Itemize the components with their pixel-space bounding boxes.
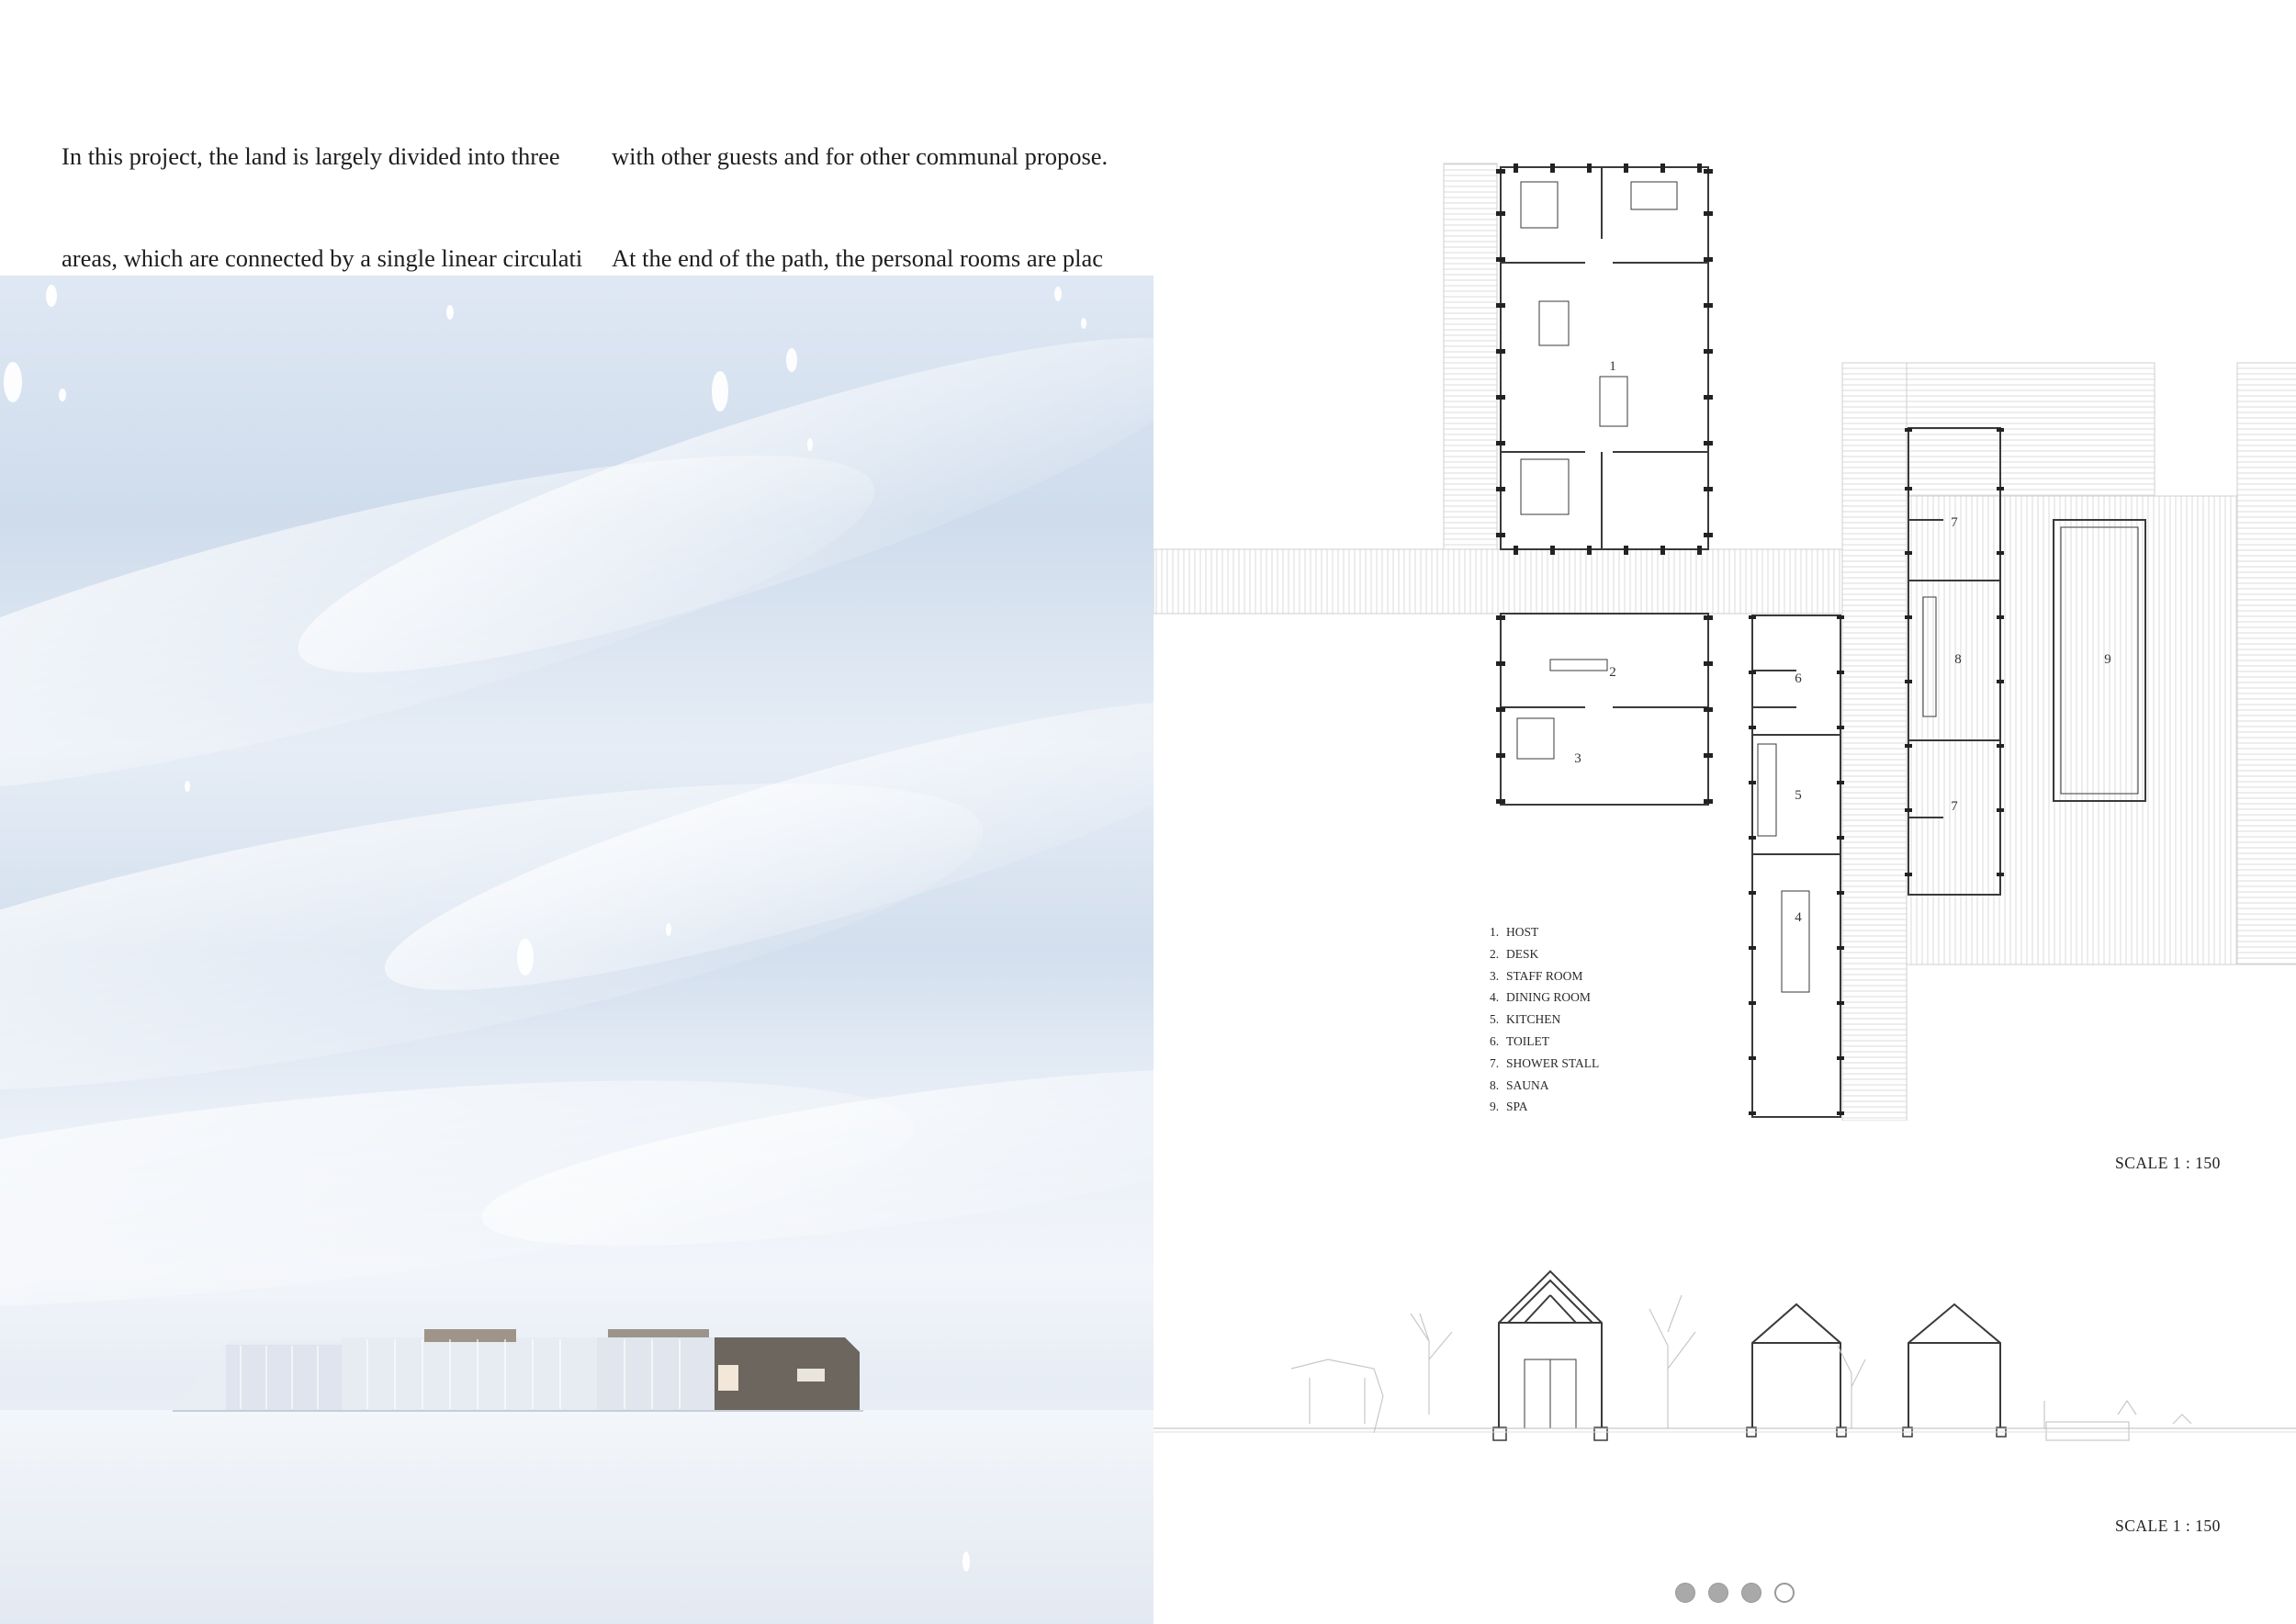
section-entourage xyxy=(1291,1295,2191,1440)
page-dot-2[interactable] xyxy=(1708,1583,1728,1603)
intro-line: At the end of the path, the personal rooms are plac xyxy=(612,244,1103,272)
room-number: 6 xyxy=(1795,671,1802,686)
legend-item: 4. DINING ROOM xyxy=(1490,990,1591,1005)
room-number: 7 xyxy=(1951,799,1958,814)
intro-line: In this project, the land is largely divided into three xyxy=(62,142,560,170)
page-dot-4[interactable] xyxy=(1774,1583,1795,1603)
legend-item: 3. STAFF ROOM xyxy=(1490,968,1583,983)
legend-item: 5. KITCHEN xyxy=(1490,1012,1561,1027)
room-number: 1 xyxy=(1609,359,1616,374)
room-number: 8 xyxy=(1954,652,1962,667)
page-dot-3[interactable] xyxy=(1741,1583,1761,1603)
dining-block xyxy=(1752,615,1840,1117)
legend-item: 8. SAUNA xyxy=(1490,1077,1549,1092)
section-scale-label: SCALE 1 : 150 xyxy=(2115,1517,2221,1535)
room-number: 3 xyxy=(1574,751,1581,766)
room-number: 5 xyxy=(1795,788,1802,803)
floor-plan xyxy=(1154,156,2296,1121)
section-drawing xyxy=(1154,1231,2296,1460)
plan-scale-label: SCALE 1 : 150 xyxy=(2115,1154,2221,1172)
legend-item: 6. TOILET xyxy=(1490,1033,1549,1048)
render-artwork xyxy=(0,276,1154,1624)
legend-item: 2. DESK xyxy=(1490,946,1539,961)
legend-item: 9. SPA xyxy=(1490,1100,1528,1114)
page-dot-1[interactable] xyxy=(1675,1583,1695,1603)
room-number: 4 xyxy=(1795,910,1802,925)
legend-item: 7. SHOWER STALL xyxy=(1490,1055,1600,1070)
section-houses xyxy=(1499,1271,2000,1428)
desk-staff-block xyxy=(1501,614,1708,805)
host-block xyxy=(1501,167,1708,549)
legend-item: 1. HOST xyxy=(1490,925,1539,939)
plan-legend xyxy=(1490,921,1599,1118)
room-number: 2 xyxy=(1609,665,1616,680)
page-indicator xyxy=(1675,1583,1795,1603)
intro-line: with other guests and for other communal propose. xyxy=(612,142,1109,170)
deck-paths xyxy=(1154,164,2296,1121)
house-render xyxy=(173,1329,863,1411)
snow-landscape-render xyxy=(0,276,1154,1624)
room-number: 7 xyxy=(1951,515,1958,530)
intro-line: areas, which are connected by a single linear circulati xyxy=(62,244,583,272)
room-number: 9 xyxy=(2104,652,2111,667)
